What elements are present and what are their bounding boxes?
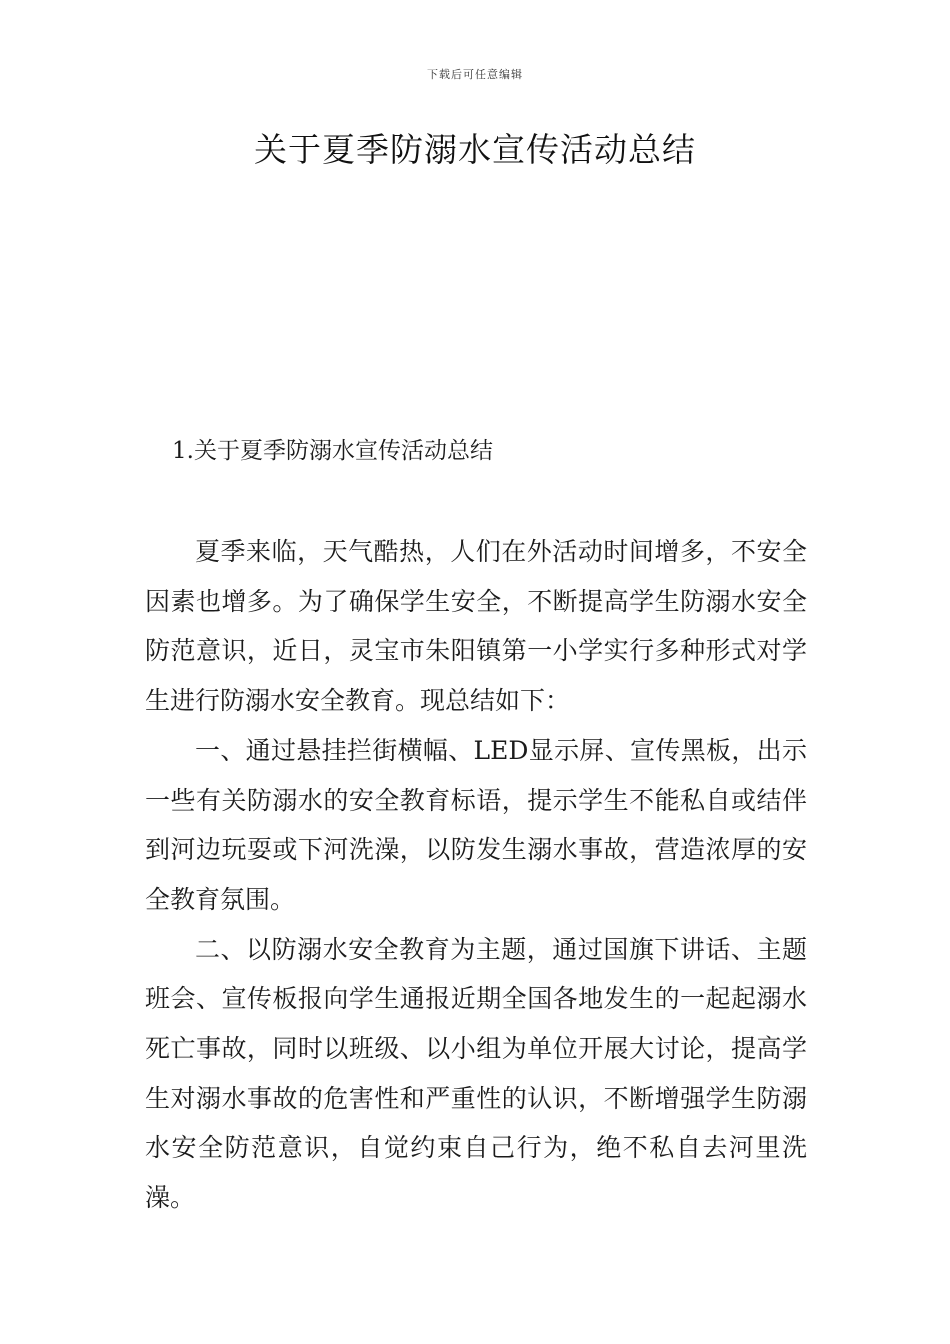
- section-heading: 1.关于夏季防溺水宣传活动总结: [172, 438, 493, 464]
- header-note: 下载后可任意编辑: [427, 68, 523, 81]
- paragraph: 二、以防溺水安全教育为主题，通过国旗下讲话、主题班会、宣传板报向学生通报近期全国各地发生的一起起溺水死亡事故，同时以班级、以小组为单位开展大讨论，提高学生对溺水事故的危害性和严重性的认识，不断增强学生防溺水安全防范意识，自觉约束自己行为，绝不私自去河里洗澡。: [145, 934, 807, 1213]
- paragraph: 夏季来临，天气酷热，人们在外活动时间增多，不安全因素也增多。为了确保学生安全，不断提高学生防溺水安全防范意识，近日，灵宝市朱阳镇第一小学实行多种形式对学生进行防溺水安全教育。现总结如下：: [145, 537, 807, 716]
- body-text: [145, 527, 807, 1223]
- paragraph: 一、通过悬挂拦街横幅、LED显示屏、宣传黑板，出示一些有关防溺水的安全教育标语，提示学生不能私自或结伴到河边玩耍或下河洗澡，以防发生溺水事故，营造浓厚的安全教育氛围。: [145, 735, 807, 914]
- page-title: 关于夏季防溺水宣传活动总结: [254, 130, 696, 169]
